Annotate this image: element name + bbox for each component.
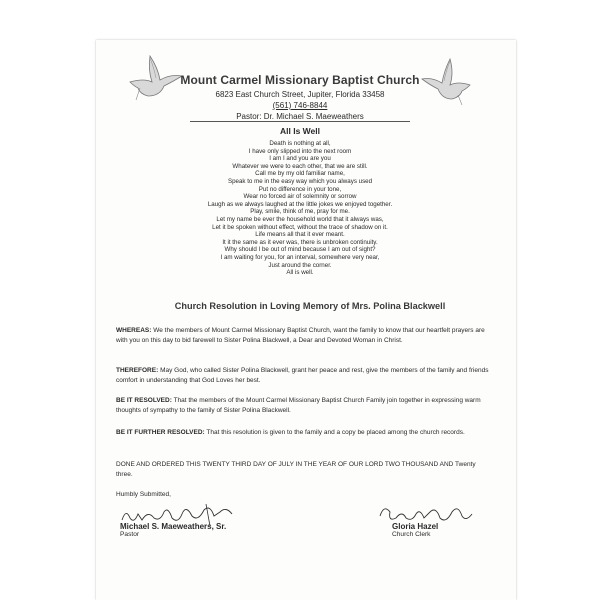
poem-line: Laugh as we always laughed at the little jokes we enjoyed together. xyxy=(207,200,393,208)
pastor-title: Pastor xyxy=(120,531,140,538)
poem-line: Whatever we were to each other, that we are still. xyxy=(232,162,368,170)
poem-line: All is well. xyxy=(286,269,314,277)
church-name: Mount Carmel Missionary Baptist Church xyxy=(180,73,420,87)
poem-line: I am I and you are you xyxy=(269,155,331,163)
poem-line: I am waiting for you, for an interval, somewhere very near, xyxy=(220,253,380,261)
therefore-text: May God, who called Sister Polina Blackwell, grant her peace and rest, give the members of the family and friends comfort in understanding that God Loves her best. xyxy=(116,367,489,384)
whereas-paragraph xyxy=(116,326,492,346)
poem-line: I have only slipped into the next room xyxy=(248,147,352,155)
poem-line: Death is nothing at all, xyxy=(269,140,331,147)
clerk-name: Gloria Hazel xyxy=(392,522,439,531)
poem-line: Play, smile, think of me, pray for me. xyxy=(250,208,350,216)
therefore-label: THEREFORE: xyxy=(116,367,159,374)
poem-line: Let my name be ever the household world that it always was, xyxy=(216,215,384,223)
church-phone: (561) 746-8844 xyxy=(272,101,328,110)
poem-line: Call me by my old familiar name, xyxy=(255,170,345,178)
poem-line: Let it be spoken without effect, without the trace of shadow on it. xyxy=(212,223,388,231)
poem-line: Speak to me in the easy way which you always used xyxy=(227,177,373,185)
poem-line: It it the same as it ever was, there is unbroken continuity. xyxy=(222,238,378,246)
poem-line: Why should I be out of mind because I am out of sight? xyxy=(224,246,376,254)
poem-title: All Is Well xyxy=(280,126,320,136)
poem-line: Wear no forced air of solemnity or sorrow xyxy=(243,193,357,201)
done-ordered-paragraph: DONE AND ORDERED THIS TWENTY THIRD DAY OF JULY IN THE YEAR OF OUR LORD TWO THOUSAND AND Twenty three. xyxy=(116,461,476,478)
therefore-paragraph xyxy=(116,366,492,386)
resolved-label: BE IT RESOLVED: xyxy=(116,397,172,404)
whereas-text: We the members of Mount Carmel Missionary Baptist Church, want the family to know that our heartfelt prayers are with you on this day to bid farewell to Sister Polina Blackwell, a Dear and Devoted Woman in Christ. xyxy=(116,327,485,344)
church-address: 6823 East Church Street, Jupiter, Florida 33458 xyxy=(215,90,385,99)
clerk-signature-block xyxy=(392,522,438,538)
further-resolved-text: That this resolution is given to the family and a copy be placed among the church records. xyxy=(206,429,465,436)
whereas-label: WHEREAS: xyxy=(116,327,152,334)
poem-body xyxy=(150,140,450,277)
pastor-signature-block xyxy=(120,522,226,538)
pastor-line: Pastor: Dr. Michael S. Maeweathers xyxy=(236,112,364,121)
resolved-text: That the members of the Mount Carmel Missionary Baptist Church Family join together in expressing warm thoughts of sympathy to the family of Sister Polina Blackwell. xyxy=(116,397,481,414)
resolution-title: Church Resolution in Loving Memory of Mrs. Polina Blackwell xyxy=(174,301,446,311)
poem-line: Just around the corner. xyxy=(268,261,332,269)
closing-line: Humbly Submitted, xyxy=(116,491,171,498)
poem-line: Put no difference in your tone, xyxy=(258,185,342,193)
clerk-title: Church Clerk xyxy=(392,531,431,538)
poem-line: Life means all that it ever meant. xyxy=(255,231,345,239)
further-resolved-label: BE IT FURTHER RESOLVED: xyxy=(116,429,205,436)
resolved-paragraph xyxy=(116,396,492,416)
further-resolved-paragraph xyxy=(116,428,492,438)
pastor-name: Michael S. Maeweathers, Sr. xyxy=(120,522,227,531)
header-divider xyxy=(190,121,410,122)
